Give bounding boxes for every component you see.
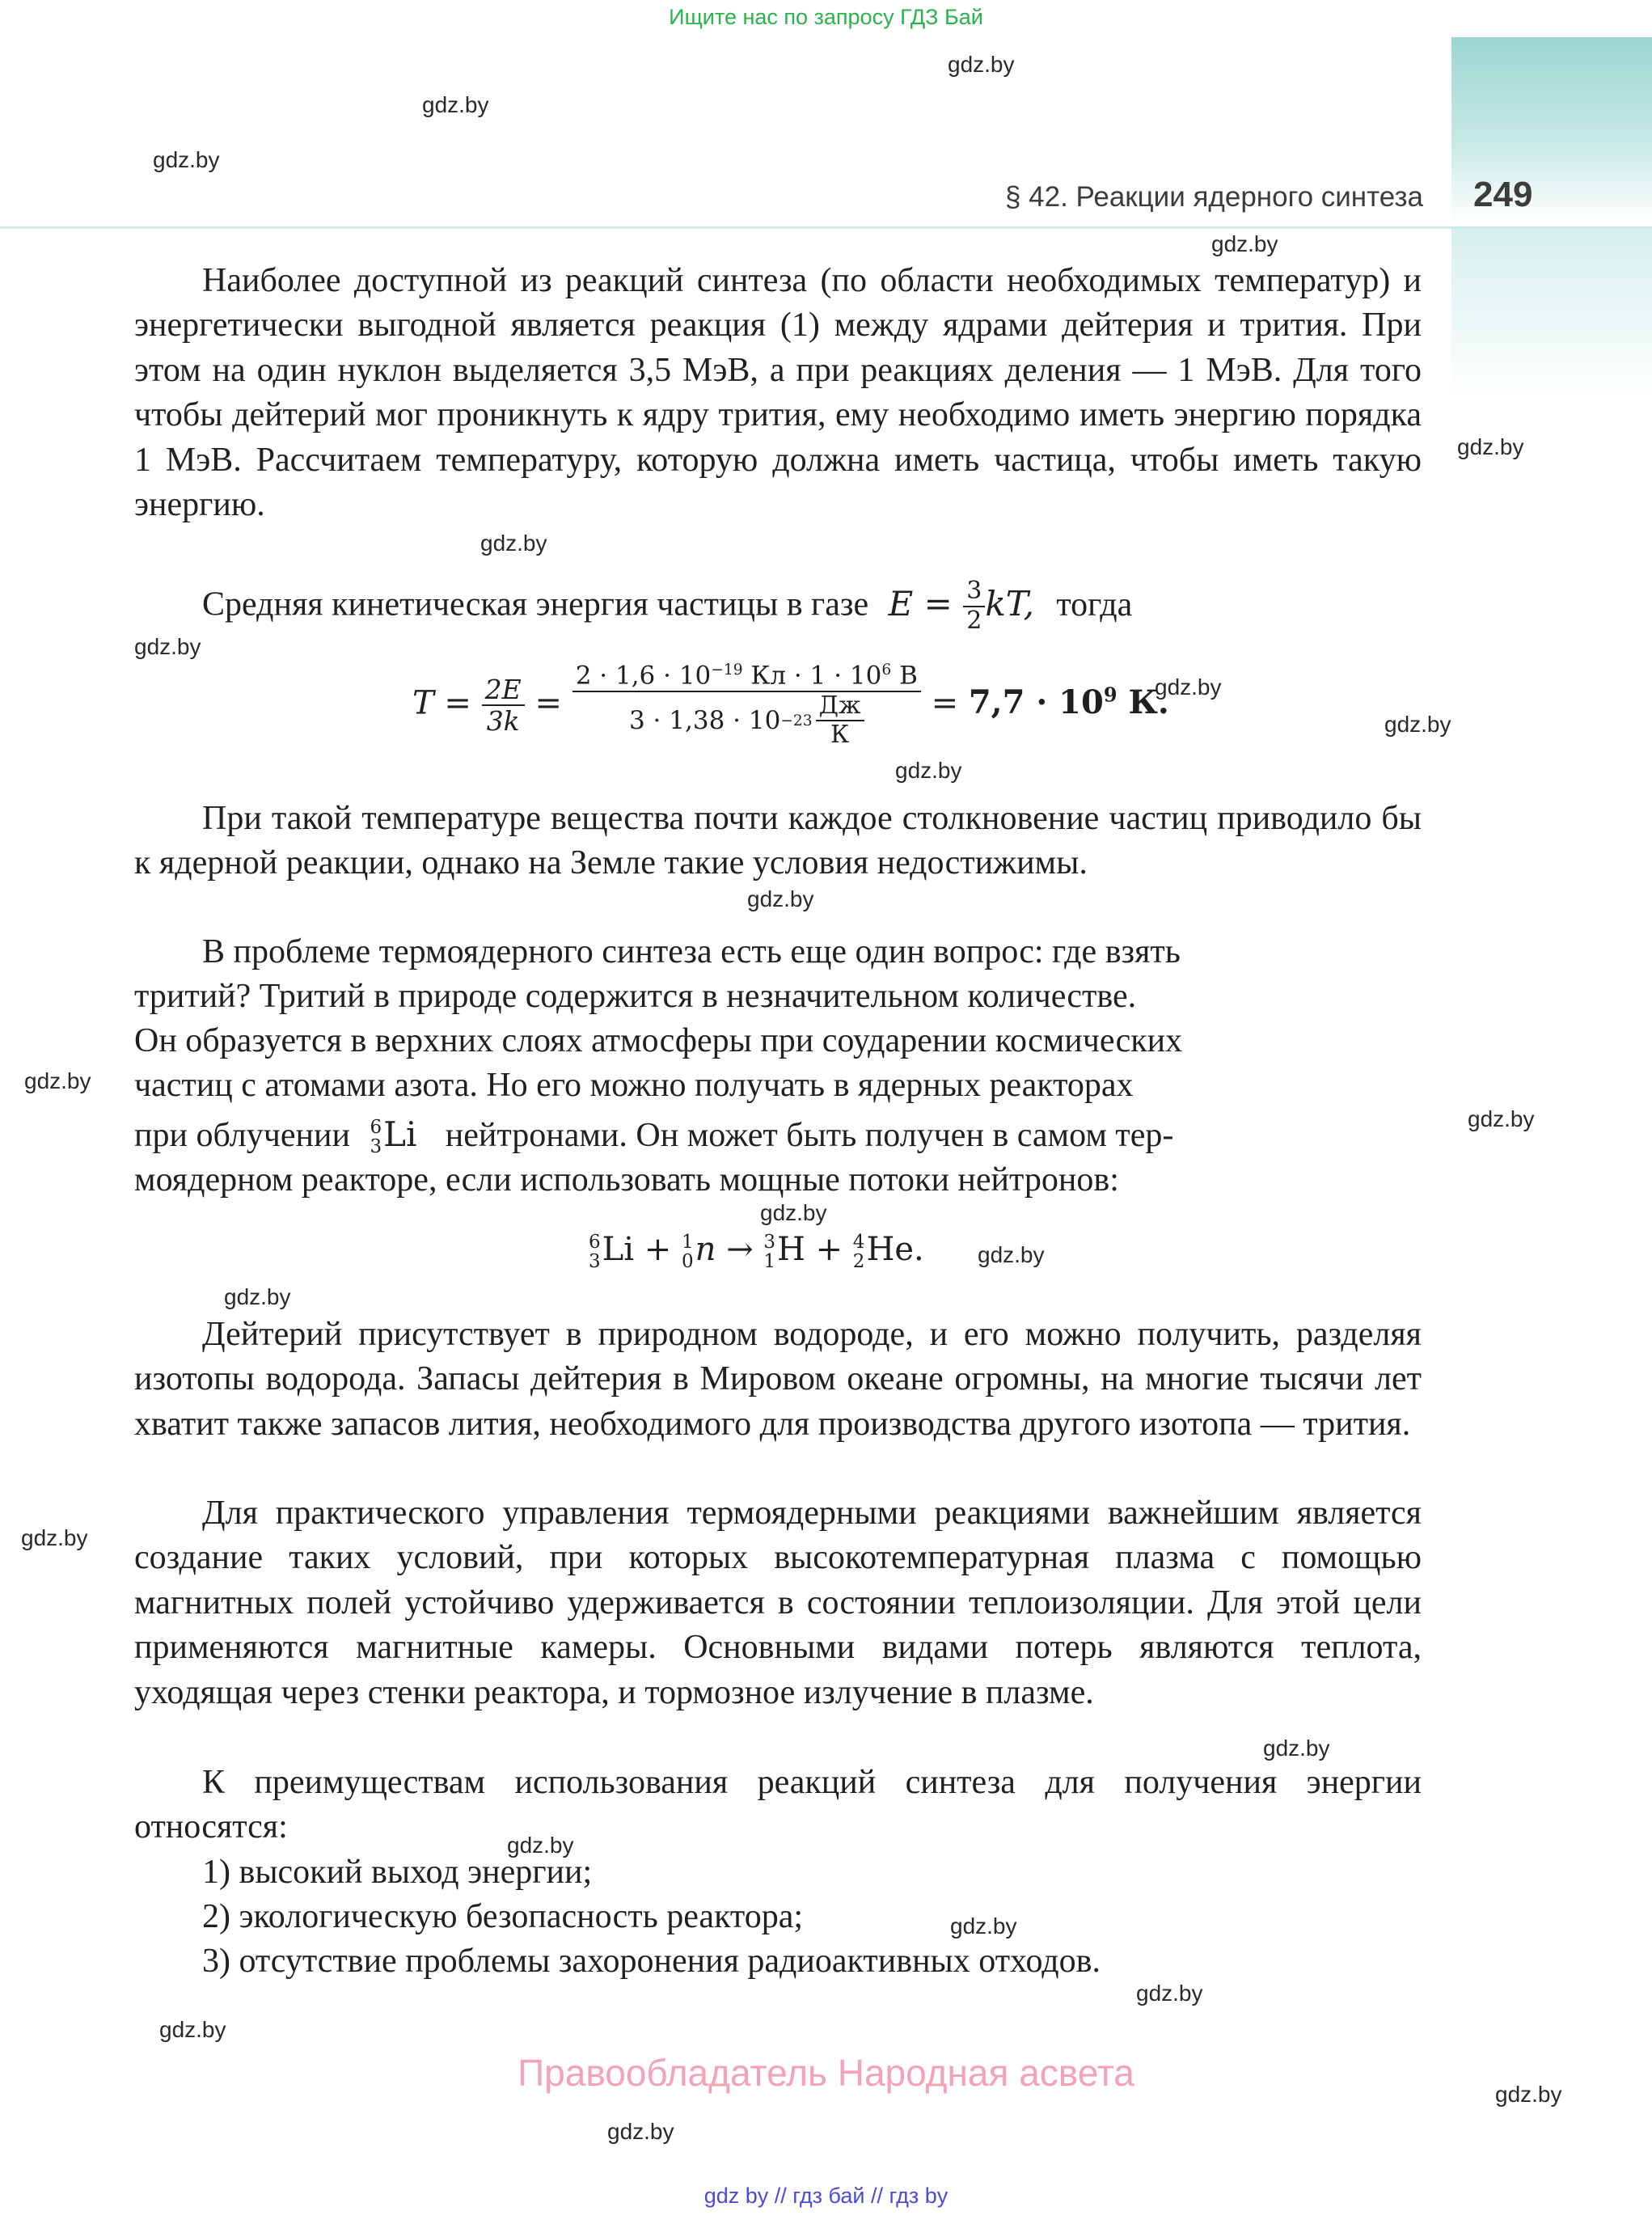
watermark: gdz.by — [1136, 1981, 1203, 2006]
paragraph-1: Наиболее доступной из реакций синтеза (по области необходимых температур) и энергетически выгодной является реакция (1) между ядрами дейтерия и трития. При этом на один нуклон выделяется 3,5 МэВ, а при реакциях деления — 1 МэВ. Для того чтобы дейтерий мог проникнуть к ядру трития, ему необходимо иметь энергию порядка 1 МэВ. Рассчитаем температуру, которую должна иметь частица, чтобы иметь такую энергию. — [134, 262, 1422, 524]
watermark: gdz.by — [760, 1200, 827, 1225]
running-head: § 42. Реакции ядерного синтеза — [1004, 181, 1423, 213]
watermark: gdz.by — [1384, 712, 1451, 737]
watermark: gdz.by — [422, 92, 489, 117]
paragraph-5: Дейтерий присутствует в природном водороде, и его можно получить, разделяя изотопы водорода. Запасы дейтерия в Мировом океане огромны, на многие тысячи лет хватит также запасов лития, необходимого для производства другого изотопа — трития. — [134, 1316, 1422, 1443]
copyright-notice: Правообладатель Народная асвета — [518, 2052, 1134, 2094]
paragraph-4-line-1: В проблеме термоядерного синтеза есть еще один вопрос: где взять — [202, 933, 1181, 970]
header-rule — [0, 226, 1652, 229]
temperature-formula: T = $\frac{2E}{3k}$ = $2 \cdot 1,6 \cdot 10^{-19}$ Кл · $1 \cdot 10^6$ В 3 · 1,38 · 10 −23 $\frac{Дж}{К}$ = $7,7 \cdot 10^9$ К. — [412, 661, 1169, 750]
watermark: gdz.by — [1468, 1106, 1535, 1131]
watermark: gdz.by — [1263, 1736, 1330, 1761]
fraction-numeric: $2 \cdot 1,6 \cdot 10^{-19}$ Кл · $1 \cdot 10^6$ В 3 · 1,38 · 10 −23 $\frac{Дж}{К}$ — [572, 662, 921, 750]
paragraph-3: При такой температуре вещества почти каждое столкновение частиц приводило бы к ядерной реакции, однако на Земле такие условия недостижимы. — [134, 800, 1422, 882]
unit-j-per-k: $\frac{Дж}{К}$ — [816, 692, 864, 750]
watermark: gdz.by — [224, 1284, 291, 1309]
watermark: gdz.by — [507, 1833, 574, 1858]
watermark: gdz.by — [895, 758, 962, 783]
list-item: 1) высокий выход энергии; — [202, 1854, 593, 1891]
watermark: gdz.by — [948, 52, 1015, 77]
paragraph-2 — [202, 577, 1132, 635]
watermark: gdz.by — [1495, 2082, 1562, 2107]
watermark: gdz.by — [24, 1068, 91, 1093]
tritium-reaction-equation: 6 3 Li + 1 0 n → 3 1 H + 4 2 He. — [589, 1231, 924, 1272]
page-tab-fade — [1451, 226, 1652, 396]
watermark: gdz.by — [950, 1913, 1017, 1939]
paragraph-4-line-3: Он образуется в верхних слоях атмосферы при соударении космических — [134, 1022, 1183, 1059]
fraction-2e-3k: $\frac{2E}{3k}$ — [482, 674, 525, 738]
paragraph-4-line-4: частиц с атомами азота. Но его можно получать в ядерных реакторах — [134, 1067, 1134, 1104]
page-number: 249 — [1473, 175, 1533, 214]
list-item: 3) отсутствие проблемы захоронения радиоактивных отходов. — [202, 1943, 1101, 1980]
watermark: gdz.by — [1211, 231, 1278, 256]
watermark: gdz.by — [607, 2119, 674, 2144]
watermark: gdz.by — [1457, 434, 1524, 459]
paragraph-4-line-5: при облучении 6 3 Li нейтронами. Он может быть получен в самом тер- — [134, 1114, 1174, 1157]
paragraph-7: К преимуществам использования реакций синтеза для получения энергии относятся: — [134, 1764, 1422, 1846]
watermark: gdz.by — [1155, 674, 1222, 700]
watermark: gdz.by — [134, 634, 201, 659]
footer-links[interactable]: gdz by // гдз бай // гдз by — [703, 2184, 949, 2208]
paragraph-4-line-6: моядерном реакторе, если использовать мощные потоки нейтронов: — [134, 1161, 1119, 1199]
watermark: gdz.by — [480, 531, 547, 556]
paragraph-2-tail: тогда — [1056, 586, 1133, 624]
watermark: gdz.by — [159, 2017, 226, 2042]
watermark: gdz.by — [978, 1242, 1045, 1267]
lithium-isotope: 6 3 Li — [370, 1114, 417, 1157]
watermark: gdz.by — [21, 1525, 88, 1550]
paragraph-4-line-2: тритий? Тритий в природе содержится в незначительном количестве. — [134, 978, 1137, 1015]
kinetic-energy-formula: E = $\frac{3}{2}$ kT, — [888, 577, 1034, 635]
paragraph-2-text: Средняя кинетическая энергия частицы в газе — [202, 586, 869, 624]
watermark: gdz.by — [747, 886, 814, 911]
list-item: 2) экологическую безопасность реактора; — [202, 1898, 804, 1935]
paragraph-6: Для практического управления термоядерными реакциями важнейшим является создание таких условий, при которых высокотемпературная плазма с помощью магнитных полей устойчиво удерживается в состоянии теплоизоляции. Для этой цели применяются магнитные камеры. Основными видами потерь являются теплота, уходящая через стенки реактора, и тормозное излучение в плазме. — [134, 1495, 1422, 1711]
watermark: gdz.by — [153, 147, 220, 172]
fraction-three-halves: $\frac{3}{2}$ — [963, 577, 985, 635]
top-banner: Ищите нас по запросу ГДЗ Бай — [669, 5, 983, 29]
